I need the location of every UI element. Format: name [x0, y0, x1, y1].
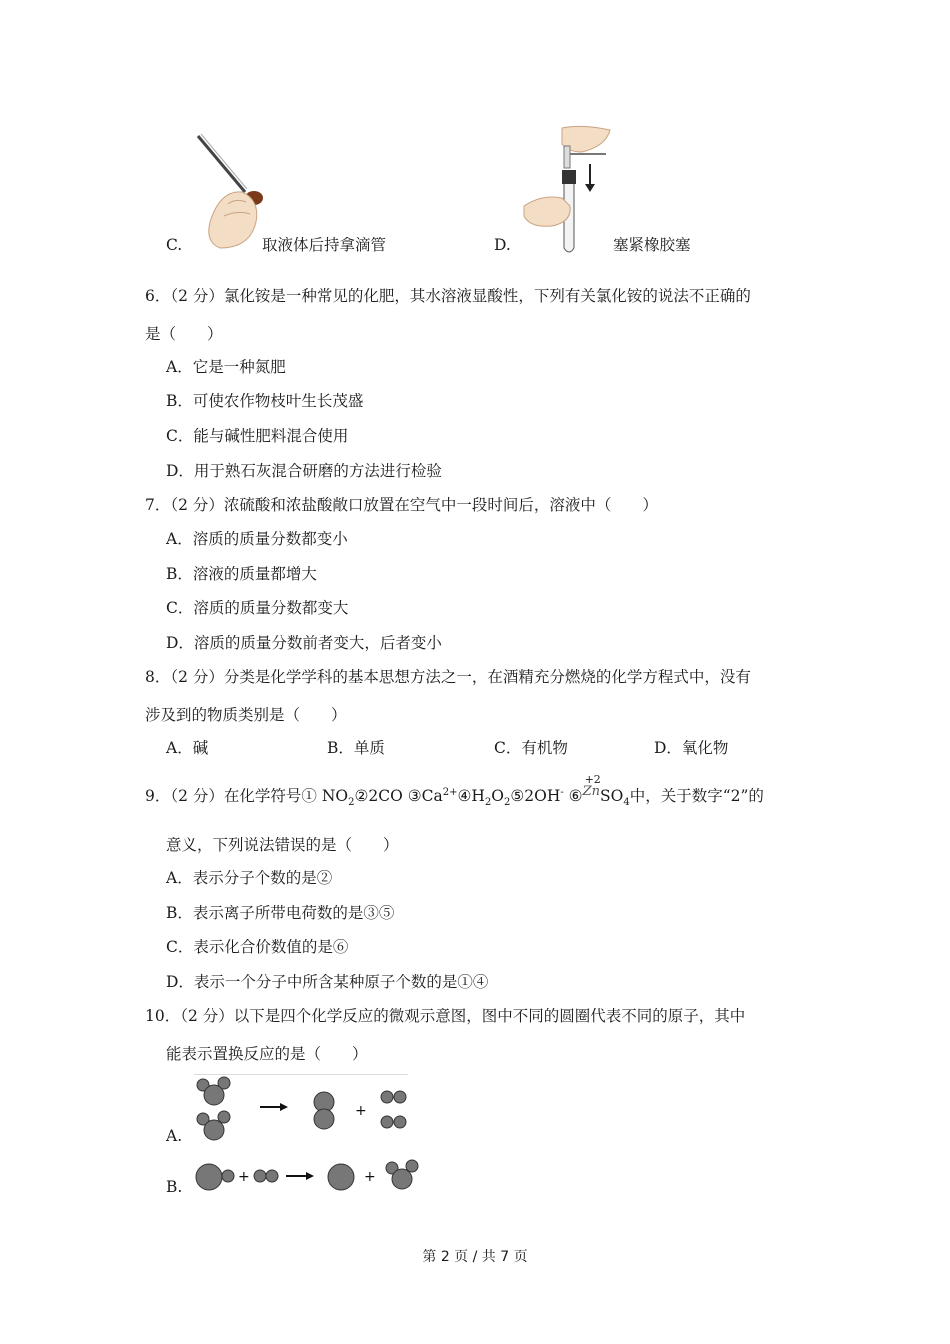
- q8-option-c: C．有机物: [494, 739, 568, 757]
- q7-option-b: B．溶液的质量都增大: [166, 565, 317, 583]
- reaction-a-diagram: [190, 1074, 420, 1148]
- q7-option-c: C．溶质的质量分数都变大: [166, 599, 349, 617]
- reaction-b-diagram: [190, 1155, 430, 1195]
- dropper-illustration: [190, 130, 280, 250]
- q8-stem-line1: 8．（2 分）分类是化学学科的基本思想方法之一，在酒精充分燃烧的化学方程式中，没有: [145, 668, 751, 686]
- q9-option-d: D．表示一个分子中所含某种原子个数的是①④: [166, 973, 489, 991]
- q8-option-d: D．氧化物: [654, 739, 729, 757]
- q5-option-d-letter: D.: [494, 236, 511, 254]
- q9-option-a: A．表示分子个数的是②: [166, 869, 333, 887]
- svg-text:+: +: [355, 1103, 367, 1119]
- q8-option-a: A．碱: [166, 739, 209, 757]
- q7-option-d: D．溶质的质量分数前者变大，后者变小: [166, 634, 442, 652]
- q10-stem-line1: 10．（2 分）以下是四个化学反应的微观示意图，图中不同的圆圈代表不同的原子，其中: [145, 1007, 746, 1025]
- q6-option-c: C．能与碱性肥料混合使用: [166, 427, 349, 445]
- q5-option-c-text: 取液体后持拿滴管: [262, 236, 387, 254]
- q10-option-b-letter: B.: [166, 1178, 183, 1196]
- q7-option-a: A．溶质的质量分数都变小: [166, 530, 348, 548]
- q6-option-a: A．它是一种氮肥: [166, 358, 286, 376]
- svg-text:+: +: [238, 1169, 250, 1185]
- q6-option-d: D．用于熟石灰混合研磨的方法进行检验: [166, 462, 442, 480]
- q9-stem-line2: 意义，下列说法错误的是（ ）: [166, 836, 399, 854]
- q7-stem: 7．（2 分）浓硫酸和浓盐酸敞口放置在空气中一段时间后，溶液中（ ）: [145, 496, 658, 514]
- q9-option-b: B．表示离子所带电荷数的是③⑤: [166, 904, 395, 922]
- q6-stem-line1: 6．（2 分）氯化铵是一种常见的化肥，其水溶液显酸性，下列有关氯化铵的说法不正确的: [145, 287, 751, 305]
- q6-option-b: B．可使农作物枝叶生长茂盛: [166, 392, 364, 410]
- q5-option-c-letter: C.: [166, 236, 183, 254]
- q9-option-c: C．表示化合价数值的是⑥: [166, 938, 349, 956]
- page-footer: 第 2 页 / 共 7 页: [422, 1249, 528, 1265]
- q9-stem-line1: 9．（2 分）在化学符号① $NO_2②2CO$ $③Ca^{2+}④H_2O_2⑤2OH^-$ ⑥$^{Zn}$ +2 $SO_4$中，关于数字“2”的: [145, 786, 764, 808]
- valence-label: +2: [584, 773, 601, 786]
- svg-text:+: +: [364, 1169, 376, 1185]
- zinc-symbol: Zn: [582, 784, 600, 799]
- q8-option-b: B．单质: [327, 739, 385, 757]
- q10-option-a-letter: A.: [166, 1127, 183, 1145]
- stopper-illustration: [522, 124, 617, 254]
- q10-stem-line2: 能表示置换反应的是（ ）: [166, 1045, 368, 1063]
- q8-stem-line2: 涉及到的物质类别是（ ）: [145, 706, 347, 724]
- q6-stem-line2: 是（ ）: [145, 325, 223, 343]
- q5-option-d-text: 塞紧橡胶塞: [613, 236, 691, 254]
